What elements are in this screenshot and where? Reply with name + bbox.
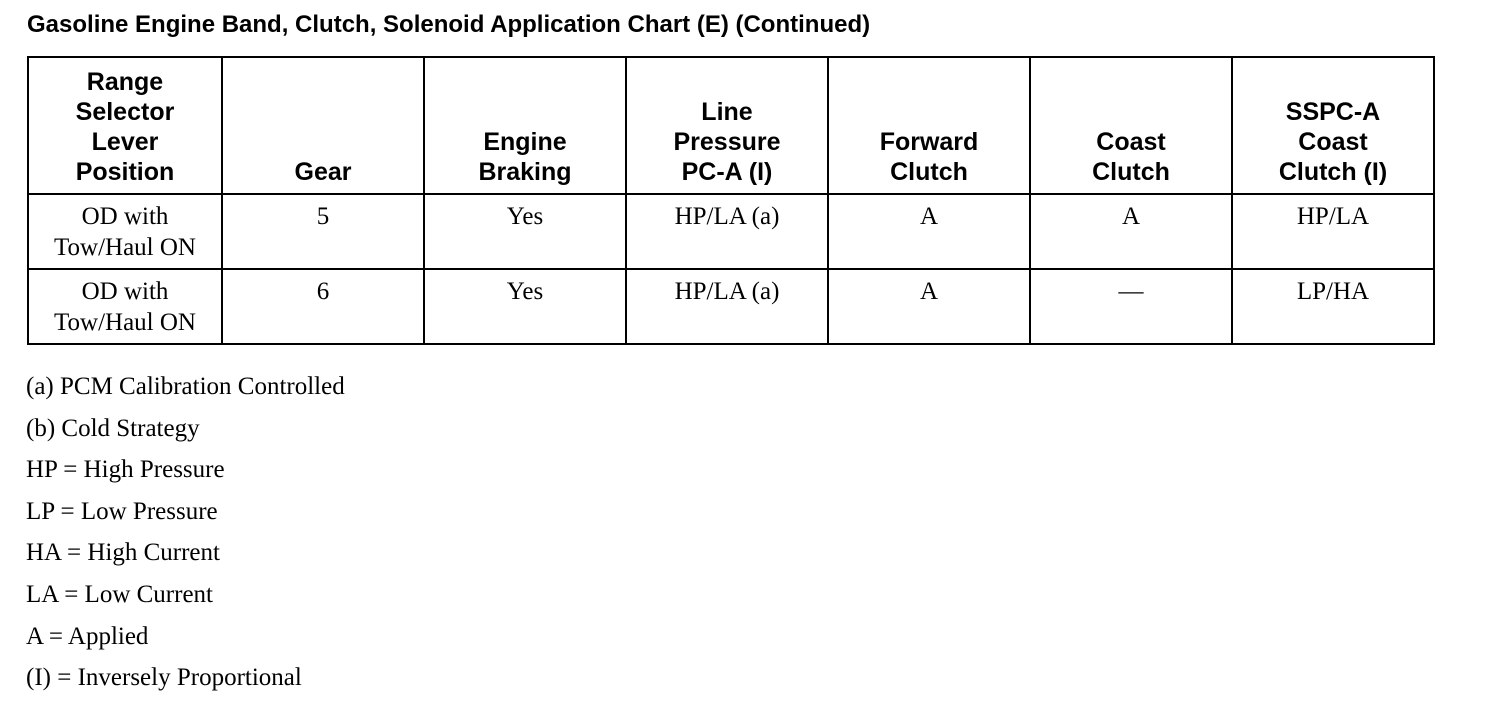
note-low-pressure: LP = Low Pressure: [26, 497, 218, 525]
cell-gear: 6: [222, 269, 424, 344]
header-forward-clutch: Forward Clutch: [828, 57, 1030, 194]
header-coast-clutch: Coast Clutch: [1030, 57, 1232, 194]
cell-sspc-a-coast-clutch: HP/LA: [1232, 194, 1434, 269]
header-line-pressure: Line Pressure PC-A (I): [626, 57, 828, 194]
cell-gear: 5: [222, 194, 424, 269]
legend-notes: [26, 366, 345, 699]
note-inversely-proportional: (I) = Inversely Proportional: [26, 664, 302, 692]
header-engine-braking: Engine Braking: [424, 57, 626, 194]
note-low-current: LA = Low Current: [26, 580, 213, 608]
application-chart-table: [27, 56, 1435, 345]
cell-forward-clutch: A: [828, 194, 1030, 269]
cell-line-pressure: HP/LA (a): [626, 194, 828, 269]
cell-range-selector: OD with Tow/Haul ON: [28, 194, 222, 269]
cell-coast-clutch: A: [1030, 194, 1232, 269]
header-gear: Gear: [222, 57, 424, 194]
table-header-row: [28, 57, 1434, 194]
header-range-selector-lever-position: Range Selector Lever Position: [28, 57, 222, 194]
note-high-pressure: HP = High Pressure: [26, 456, 225, 484]
table-row: [28, 194, 1434, 269]
cell-sspc-a-coast-clutch: LP/HA: [1232, 269, 1434, 344]
page-title: Gasoline Engine Band, Clutch, Solenoid Application Chart (E) (Continued): [27, 11, 871, 38]
cell-coast-clutch: —: [1030, 269, 1232, 344]
note-pcm-calibration: (a) PCM Calibration Controlled: [26, 373, 345, 400]
cell-engine-braking: Yes: [424, 269, 626, 344]
cell-line-pressure: HP/LA (a): [626, 269, 828, 344]
note-applied: A = Applied: [26, 622, 149, 650]
note-high-current: HA = High Current: [26, 539, 220, 567]
cell-range-selector: OD with Tow/Haul ON: [28, 269, 222, 344]
table-row: [28, 269, 1434, 344]
header-sspc-a-coast-clutch: SSPC-A Coast Clutch (I): [1232, 57, 1434, 194]
cell-forward-clutch: A: [828, 269, 1030, 344]
cell-engine-braking: Yes: [424, 194, 626, 269]
note-cold-strategy: (b) Cold Strategy: [26, 414, 200, 442]
